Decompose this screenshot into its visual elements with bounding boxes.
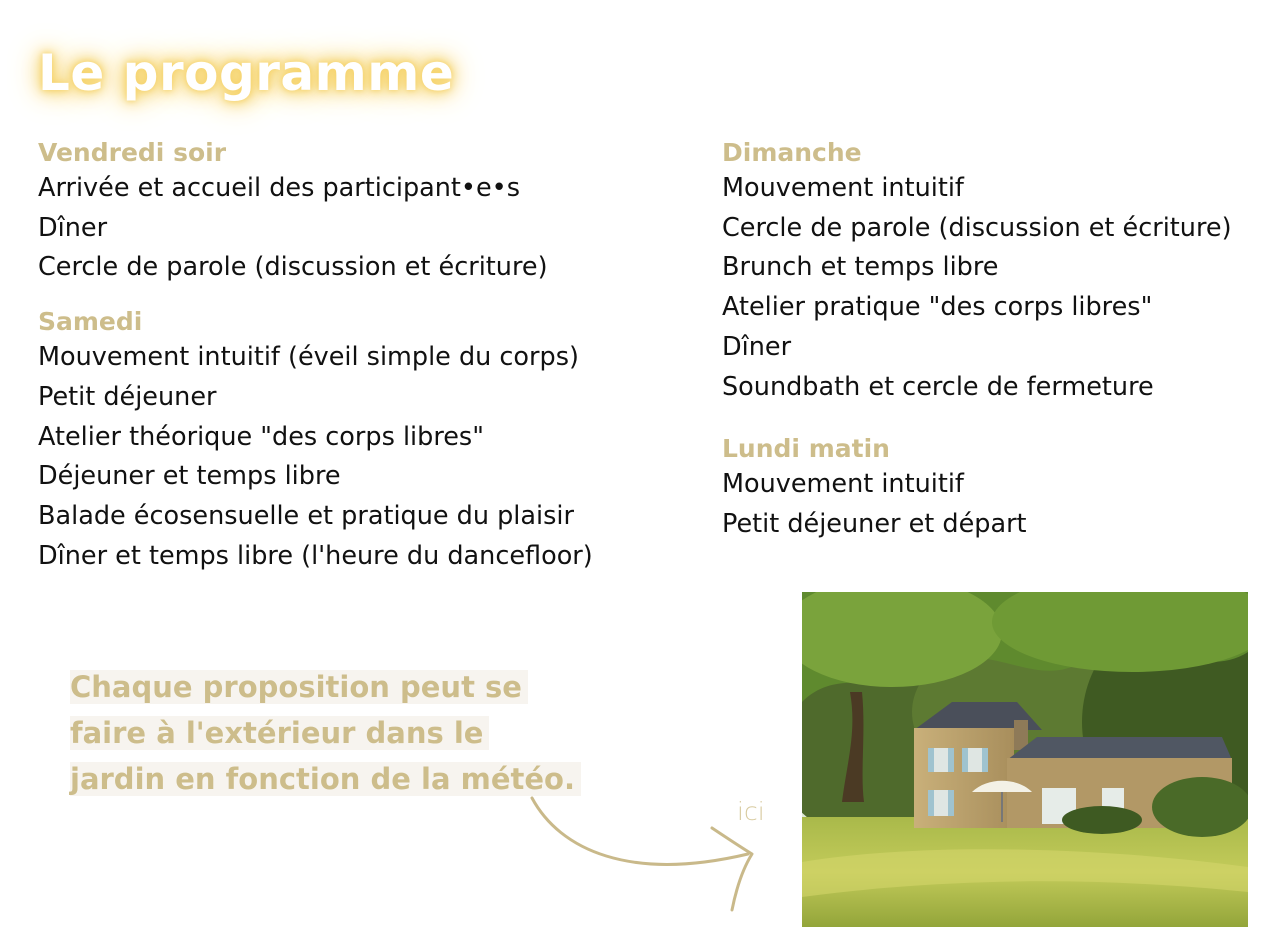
schedule-item: Brunch et temps libre <box>722 252 999 283</box>
schedule-item: Déjeuner et temps libre <box>38 461 341 492</box>
schedule-item: Atelier théorique "des corps libres" <box>38 421 484 452</box>
note-line: faire à l'extérieur dans le <box>70 716 489 750</box>
schedule-right-column <box>722 137 1278 545</box>
note-line: Chaque proposition peut se <box>70 670 528 704</box>
outdoor-note <box>70 664 610 802</box>
schedule-item: Petit déjeuner et départ <box>722 508 1027 539</box>
day-heading: Lundi matin <box>722 434 890 464</box>
schedule-item: Cercle de parole (discussion et écriture) <box>38 252 548 283</box>
schedule-item: Dîner et temps libre (l'heure du dancefloor) <box>38 540 593 571</box>
schedule-section-dimanche <box>722 137 1278 407</box>
schedule-section-lundi <box>722 433 1278 544</box>
schedule-item: Soundbath et cercle de fermeture <box>722 371 1154 402</box>
day-heading: Vendredi soir <box>38 138 227 167</box>
house-garden-photo <box>802 592 1248 927</box>
schedule-item: Atelier pratique "des corps libres" <box>722 292 1153 323</box>
schedule-item: Mouvement intuitif <box>722 173 964 203</box>
schedule-item: Petit déjeuner <box>38 381 217 412</box>
schedule-section-samedi <box>38 306 678 576</box>
note-line: jardin en fonction de la météo. <box>70 762 581 796</box>
day-heading: Samedi <box>38 307 143 337</box>
schedule-item: Mouvement intuitif (éveil simple du corps) <box>38 342 579 373</box>
arrow-label: ici <box>737 797 765 826</box>
schedule-item: Dîner <box>722 331 792 362</box>
schedule-left-column <box>38 137 678 576</box>
day-heading: Dimanche <box>722 138 862 167</box>
schedule-section-vendredi <box>38 137 678 288</box>
schedule-item: Arrivée et accueil des participant•e•s <box>38 173 520 203</box>
page-title: Le programme <box>38 44 455 102</box>
house-garden-illustration <box>802 592 1248 927</box>
schedule-item: Mouvement intuitif <box>722 469 964 500</box>
schedule-item: Balade écosensuelle et pratique du plaisir <box>38 500 574 531</box>
schedule-item: Dîner <box>38 212 108 243</box>
schedule-item: Cercle de parole (discussion et écriture) <box>722 212 1232 243</box>
